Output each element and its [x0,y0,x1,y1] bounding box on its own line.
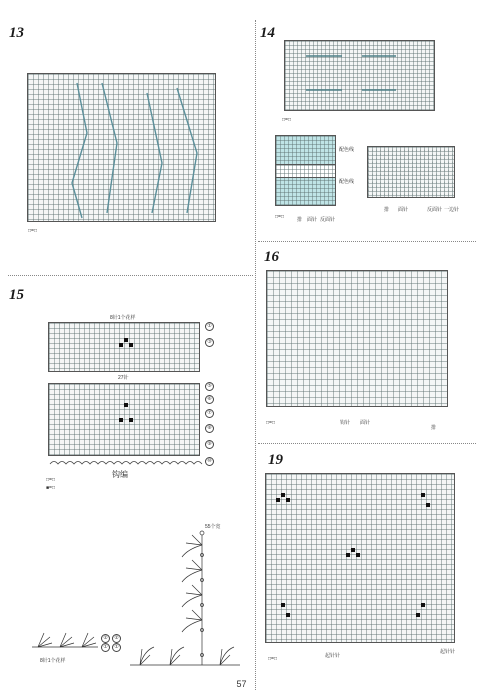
chart-19-fill-8 [356,553,360,557]
chart-16-bottom-label-2: 面针 [360,420,371,426]
chart-15-fill-5 [119,418,123,422]
legend-14-top-text: □=□ [282,117,291,123]
legend-15-2 [46,485,55,491]
chart-19-fill-9 [281,603,285,607]
divider-16-19 [258,443,476,444]
chart-14-right-grid [367,146,455,198]
chart-19-fill-2 [276,498,280,502]
chart-14-right-bottom-label-4: 一边针 [444,207,460,213]
chart-19-fill-10 [286,613,290,617]
chart-19-bottom-label: 起针针 [325,653,341,659]
chart-19-grid [265,473,455,643]
chart-14-color-label-1: 配色线 [339,147,355,153]
divider-14-16 [258,241,476,242]
row-mark-8: ⑩ [205,457,214,466]
legend-19 [268,656,277,662]
crochet-border-diagram [120,525,250,675]
crochet-mark-2: ① [101,643,110,652]
chart-14-color-band [275,164,336,178]
chart-19-fill-1 [281,493,285,497]
chart-19-fill-12 [416,613,420,617]
row-mark-5: ⑦ [205,409,214,418]
divider-13-15 [8,275,253,276]
row-mark-7: ⑨ [205,440,214,449]
chart-15-fill-6 [129,418,133,422]
row-mark-4: ⑥ [205,395,214,404]
chart-14-left-bottom-label-3: 反面针 [320,217,336,223]
crochet-right-label: 55个宽 [205,524,221,530]
chart-16-bottom-label-1: 钩针 [340,420,351,426]
chart-14-left-bottom-label-2: 面针 [307,217,318,223]
legend-13 [28,228,37,234]
chart-15-top-label: 8针1个花样 [110,315,136,321]
legend-16-text: □=□ [266,420,275,426]
section-number-15: 15 [9,287,24,303]
crochet-left-label: 8针1个花样 [40,658,66,664]
chart-14-right-bottom-label-2: 面针 [398,207,409,213]
legend-15-2-text: ■=□ [46,485,55,491]
chart-13-cables [27,73,216,222]
chart-15-mid-label: 27针 [118,375,129,381]
section-number-13: 13 [9,25,24,41]
chart-14-left-bottom-label-1: 排 [297,217,303,223]
legend-14-left [275,214,284,220]
section-number-16: 16 [264,249,279,265]
chart-15-fill-1 [124,338,128,342]
chart-14-top-cables [284,40,435,111]
chart-15-top-grid [48,322,200,372]
row-mark-6: ⑧ [205,424,214,433]
section-number-19: 19 [268,452,283,468]
chart-16-bottom-label-3: 排 [431,425,437,431]
chart-14-right-bottom-label-3: 反面针 [427,207,443,213]
row-mark-2: ③ [205,338,214,347]
legend-13-text: □=□ [28,228,37,234]
vertical-divider [255,20,256,690]
crochet-left-diagram [30,625,100,655]
chart-15-stitch-row [50,460,202,468]
chart-19-side-label: 起针针 [440,649,456,655]
chart-15-fill-3 [129,343,133,347]
chart-15-main-grid [48,383,200,456]
legend-15-1 [46,477,55,483]
chart-19-fill-4 [421,493,425,497]
page-number: 57 [236,679,247,689]
legend-19-text: □=□ [268,656,277,662]
crochet-mark-1: ② [101,634,110,643]
chart-15-bottom-label: 钩编 [112,470,128,479]
chart-19-fill-11 [421,603,425,607]
crochet-mark-3: ② [112,634,121,643]
chart-19-fill-6 [351,548,355,552]
legend-15-1-text: □=□ [46,477,55,483]
chart-19-fill-3 [286,498,290,502]
crochet-mark-4: ① [112,643,121,652]
chart-19-fill-7 [346,553,350,557]
legend-16 [266,420,275,426]
chart-15-fill-2 [119,343,123,347]
section-number-14: 14 [260,25,275,41]
chart-16-grid [266,270,448,407]
legend-14-top [282,117,291,123]
chart-19-fill-5 [426,503,430,507]
chart-14-color-label-2: 配色线 [339,179,355,185]
chart-14-right-bottom-label-1: 排 [384,207,390,213]
chart-15-fill-4 [124,403,128,407]
row-mark-3: ⑤ [205,382,214,391]
legend-14-left-text: □=□ [275,214,284,220]
row-mark-1: ① [205,322,214,331]
